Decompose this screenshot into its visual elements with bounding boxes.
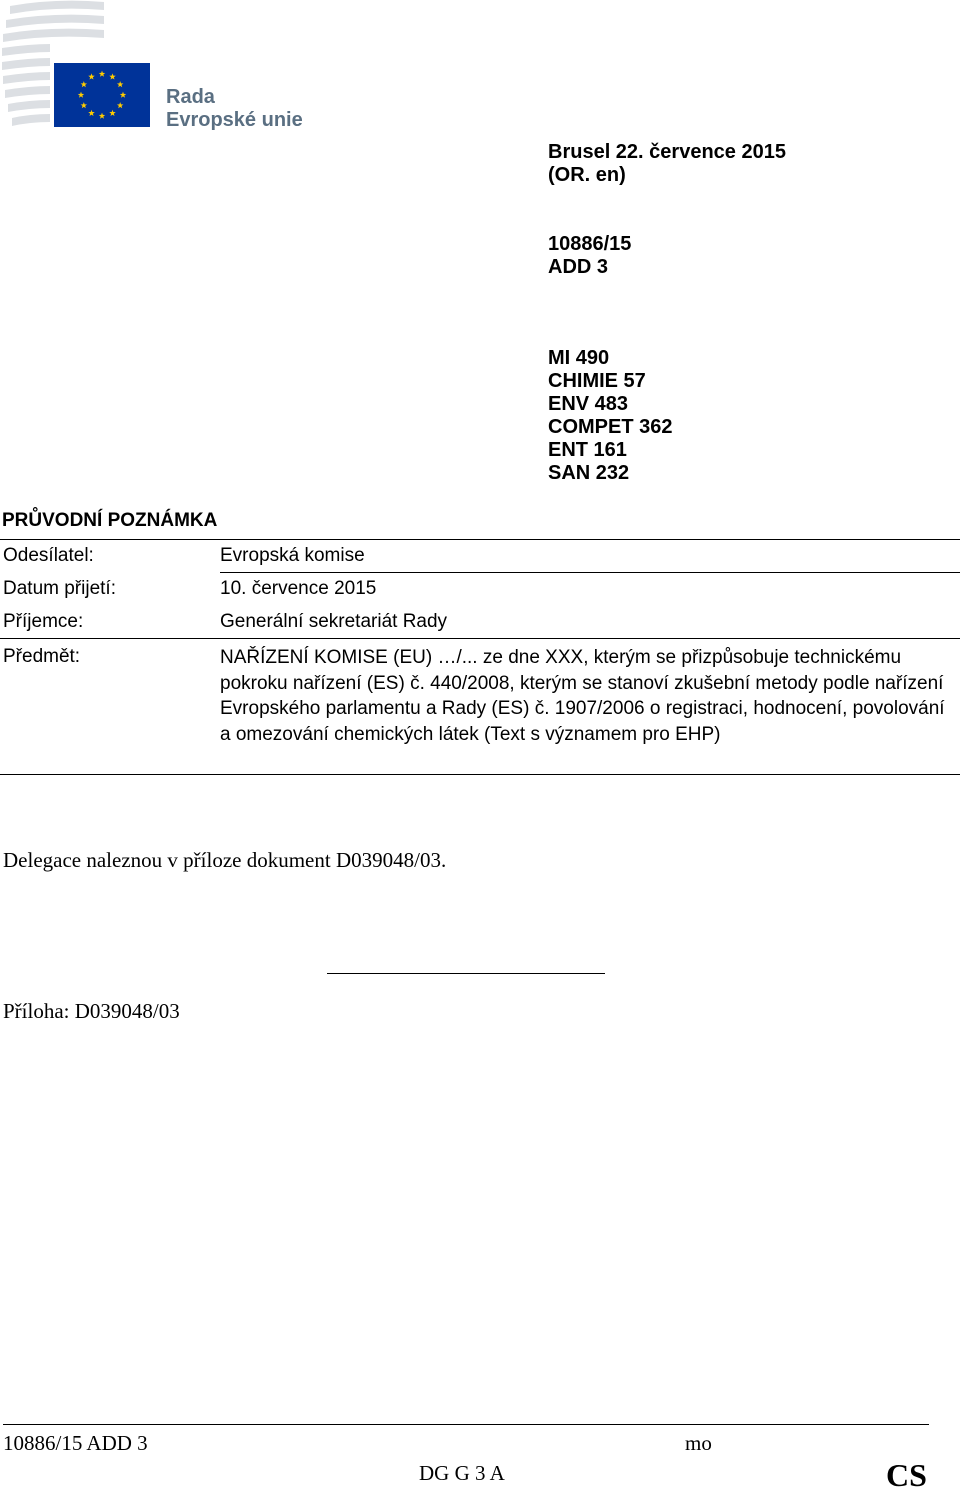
code-ent: ENT 161: [548, 439, 627, 461]
code-san: SAN 232: [548, 462, 630, 484]
note-title: PRŮVODNÍ POZNÁMKA: [2, 510, 218, 531]
code-mi: MI 490: [548, 347, 610, 369]
separator-rule: [327, 973, 605, 974]
subject-value: NAŘÍZENÍ KOMISE (EU) …/... ze dne XXX, kterým se přizpůsobuje technickému pokroku nařízení (ES) č. 440/2008, kterým se stanoví zkušební metody podle nařízení Evropského parlamentu a Rady (ES) č. 1907/2006 o registraci, hodnocení, povolování a omezování chemických látek (Text s významem pro EHP): [220, 647, 945, 745]
code-compet: COMPET 362: [548, 416, 673, 438]
document-number: 10886/15: [548, 233, 632, 255]
organization-name-line1: Rada: [166, 86, 215, 108]
organization-name-line2: Evropské unie: [166, 109, 303, 131]
footer-rule: [3, 1424, 929, 1425]
footer-department: DG G 3 A: [419, 1461, 505, 1485]
sender-rule: [220, 572, 960, 573]
body-text: Delegace naleznou v příloze dokument D039048/03.: [3, 848, 447, 872]
date-received-label: Datum přijetí:: [3, 578, 116, 599]
annex-reference: Příloha: D039048/03: [3, 999, 180, 1023]
place-date: Brusel 22. července 2015: [548, 141, 786, 163]
date-received-value: 10. července 2015: [220, 578, 377, 599]
eu-flag-icon: [54, 63, 150, 127]
footer-initials: mo: [685, 1431, 712, 1455]
recipient-value: Generální sekretariát Rady: [220, 611, 448, 632]
table-bottom-rule: [0, 774, 960, 775]
footer-language: CS: [886, 1457, 927, 1493]
original-language: (OR. en): [548, 164, 626, 186]
sender-value: Evropská komise: [220, 545, 365, 566]
code-env: ENV 483: [548, 393, 629, 415]
sender-label: Odesílatel:: [3, 545, 94, 566]
code-chimie: CHIMIE 57: [548, 370, 646, 392]
recipient-rule: [0, 638, 960, 639]
addendum: ADD 3: [548, 256, 609, 278]
table-top-rule: [0, 539, 960, 540]
recipient-label: Příjemce:: [3, 611, 84, 632]
footer-doc-ref: 10886/15 ADD 3: [3, 1431, 148, 1455]
subject-label: Předmět:: [3, 646, 81, 667]
